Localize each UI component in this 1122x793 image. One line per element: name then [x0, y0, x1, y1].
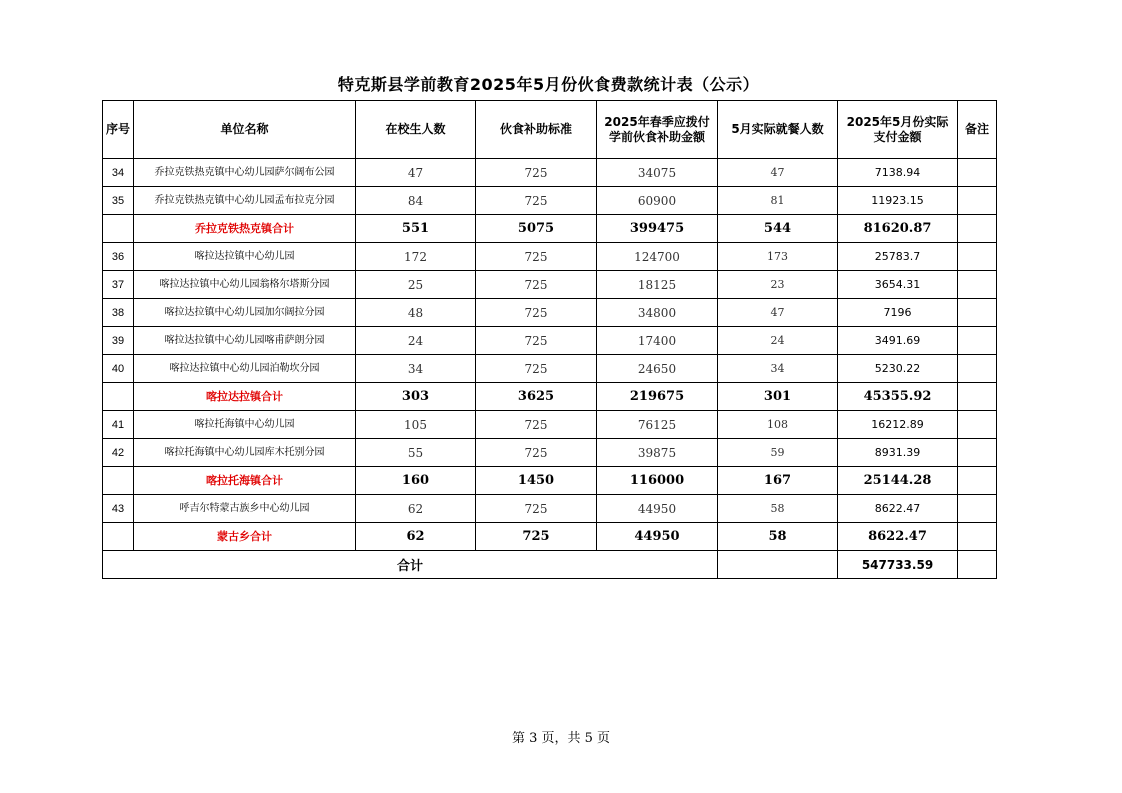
cell-actual-diners: 167	[718, 467, 838, 495]
cell-remark	[958, 411, 997, 439]
cell-unit	[134, 215, 356, 243]
subtotal-row	[103, 383, 997, 411]
cell-standard: 725	[476, 411, 597, 439]
header-unit: 单位名称	[134, 101, 356, 159]
unit-name-text: 乔拉克铁热克镇中心幼儿园孟布拉克分园	[154, 194, 335, 206]
cell-unit	[134, 467, 356, 495]
cell-enrolled: 55	[356, 439, 476, 467]
cell-enrolled: 105	[356, 411, 476, 439]
cell-enrolled: 47	[356, 159, 476, 187]
total-row	[103, 551, 997, 579]
cell-standard: 5075	[476, 215, 597, 243]
cell-enrolled: 25	[356, 271, 476, 299]
cell-remark	[958, 383, 997, 411]
table-row	[103, 439, 997, 467]
cell-no: 43	[103, 495, 134, 523]
cell-remark	[958, 243, 997, 271]
table-row	[103, 327, 997, 355]
cell-spring-amount: 116000	[597, 467, 718, 495]
cell-may-paid: 25144.28	[838, 467, 958, 495]
table-row	[103, 411, 997, 439]
table-row	[103, 243, 997, 271]
cell-remark	[958, 159, 997, 187]
cell-actual-diners: 544	[718, 215, 838, 243]
cell-actual-diners: 58	[718, 495, 838, 523]
cell-may-paid: 25783.7	[838, 243, 958, 271]
page-footer: 第 3 页，共 5 页	[511, 731, 611, 746]
cell-spring-amount: 18125	[597, 271, 718, 299]
header-may-paid: 2025年5月份实际支付金额	[838, 101, 958, 159]
cell-spring-amount: 124700	[597, 243, 718, 271]
cell-may-paid: 3491.69	[838, 327, 958, 355]
cell-enrolled: 160	[356, 467, 476, 495]
total-label: 合计	[103, 551, 718, 579]
cell-standard: 725	[476, 523, 597, 551]
cell-unit	[134, 495, 356, 523]
cell-enrolled: 24	[356, 327, 476, 355]
cell-may-paid: 8931.39	[838, 439, 958, 467]
cell-actual-diners: 47	[718, 299, 838, 327]
unit-name-text: 喀拉达拉镇中心幼儿园翁格尔塔斯分园	[159, 278, 330, 290]
cell-actual-diners: 47	[718, 159, 838, 187]
table-row	[103, 355, 997, 383]
cell-may-paid: 5230.22	[838, 355, 958, 383]
cell-actual-diners: 59	[718, 439, 838, 467]
cell-no	[103, 383, 134, 411]
cell-enrolled: 551	[356, 215, 476, 243]
cell-enrolled: 84	[356, 187, 476, 215]
header-no: 序号	[103, 101, 134, 159]
cell-unit	[134, 327, 356, 355]
cell-unit	[134, 271, 356, 299]
cell-no: 36	[103, 243, 134, 271]
cell-remark	[958, 215, 997, 243]
cell-spring-amount: 44950	[597, 523, 718, 551]
cell-no: 42	[103, 439, 134, 467]
unit-name-text: 乔拉克铁热克镇合计	[195, 221, 294, 235]
cell-spring-amount: 39875	[597, 439, 718, 467]
cell-remark	[958, 523, 997, 551]
cell-spring-amount: 60900	[597, 187, 718, 215]
cell-may-paid: 81620.87	[838, 215, 958, 243]
cell-may-paid: 45355.92	[838, 383, 958, 411]
header-row	[103, 101, 997, 159]
cell-enrolled: 62	[356, 523, 476, 551]
cell-standard: 725	[476, 271, 597, 299]
cell-remark	[958, 271, 997, 299]
unit-name-text: 乔拉克铁热克镇中心幼儿园萨尔阔布公园	[154, 166, 335, 178]
cell-actual-diners: 23	[718, 271, 838, 299]
cell-actual-diners: 81	[718, 187, 838, 215]
cell-no: 35	[103, 187, 134, 215]
cell-unit	[134, 523, 356, 551]
header-actual-diners: 5月实际就餐人数	[718, 101, 838, 159]
total-may-paid: 547733.59	[838, 551, 958, 579]
table-body	[103, 159, 997, 551]
cell-actual-diners: 301	[718, 383, 838, 411]
cell-remark	[958, 299, 997, 327]
cell-no: 39	[103, 327, 134, 355]
table-row	[103, 187, 997, 215]
cell-standard: 725	[476, 299, 597, 327]
cell-spring-amount: 34075	[597, 159, 718, 187]
cell-may-paid: 7196	[838, 299, 958, 327]
subtotal-row	[103, 523, 997, 551]
cell-may-paid: 8622.47	[838, 523, 958, 551]
cell-remark	[958, 495, 997, 523]
cell-spring-amount: 17400	[597, 327, 718, 355]
cell-may-paid: 3654.31	[838, 271, 958, 299]
cell-no: 41	[103, 411, 134, 439]
cell-may-paid: 7138.94	[838, 159, 958, 187]
cell-standard: 725	[476, 355, 597, 383]
cell-unit	[134, 439, 356, 467]
table-row	[103, 159, 997, 187]
cell-no: 34	[103, 159, 134, 187]
subtotal-row	[103, 467, 997, 495]
header-remark: 备注	[958, 101, 997, 159]
cell-enrolled: 62	[356, 495, 476, 523]
unit-name-text: 喀拉托海镇中心幼儿园	[194, 418, 295, 430]
total-actual-diners	[718, 551, 838, 579]
cell-spring-amount: 24650	[597, 355, 718, 383]
cell-may-paid: 11923.15	[838, 187, 958, 215]
cell-standard: 725	[476, 327, 597, 355]
cell-no	[103, 467, 134, 495]
table-row	[103, 495, 997, 523]
cell-enrolled: 48	[356, 299, 476, 327]
cell-spring-amount: 76125	[597, 411, 718, 439]
cell-standard: 3625	[476, 383, 597, 411]
table-row	[103, 271, 997, 299]
cell-unit	[134, 187, 356, 215]
cell-remark	[958, 355, 997, 383]
subtotal-row	[103, 215, 997, 243]
cell-no: 38	[103, 299, 134, 327]
header-spring-amount: 2025年春季应拨付学前伙食补助金额	[597, 101, 718, 159]
cell-spring-amount: 34800	[597, 299, 718, 327]
cell-standard: 1450	[476, 467, 597, 495]
cell-unit	[134, 159, 356, 187]
cell-no: 37	[103, 271, 134, 299]
cell-standard: 725	[476, 439, 597, 467]
cell-standard: 725	[476, 187, 597, 215]
cell-unit	[134, 383, 356, 411]
unit-name-text: 蒙古乡合计	[217, 529, 272, 543]
cell-actual-diners: 24	[718, 327, 838, 355]
unit-name-text: 喀拉达拉镇合计	[206, 389, 283, 403]
unit-name-text: 喀拉达拉镇中心幼儿园喀甫萨朗分园	[164, 334, 325, 346]
cell-spring-amount: 399475	[597, 215, 718, 243]
cell-actual-diners: 173	[718, 243, 838, 271]
cell-may-paid: 8622.47	[838, 495, 958, 523]
cell-no: 40	[103, 355, 134, 383]
unit-name-text: 喀拉达拉镇中心幼儿园加尔阔拉分园	[164, 306, 325, 318]
cell-enrolled: 172	[356, 243, 476, 271]
unit-name-text: 喀拉托海镇合计	[206, 473, 283, 487]
page-title: 特克斯县学前教育2025年5月份伙食费款统计表（公示）	[337, 75, 760, 94]
cell-standard: 725	[476, 243, 597, 271]
header-enrolled: 在校生人数	[356, 101, 476, 159]
cell-remark	[958, 439, 997, 467]
cell-remark	[958, 327, 997, 355]
cell-spring-amount: 219675	[597, 383, 718, 411]
cell-enrolled: 303	[356, 383, 476, 411]
header-standard: 伙食补助标准	[476, 101, 597, 159]
unit-name-text: 喀拉达拉镇中心幼儿园	[194, 250, 295, 262]
unit-name-text: 喀拉托海镇中心幼儿园库木托别分园	[164, 446, 325, 458]
cell-may-paid: 16212.89	[838, 411, 958, 439]
unit-name-text: 喀拉达拉镇中心幼儿园泊勒坎分园	[169, 362, 320, 374]
cell-standard: 725	[476, 159, 597, 187]
cell-unit	[134, 411, 356, 439]
cell-no	[103, 215, 134, 243]
cell-actual-diners: 108	[718, 411, 838, 439]
cell-spring-amount: 44950	[597, 495, 718, 523]
cell-remark	[958, 187, 997, 215]
unit-name-text: 呼吉尔特蒙古族乡中心幼儿园	[179, 502, 310, 514]
cell-actual-diners: 34	[718, 355, 838, 383]
table-row	[103, 299, 997, 327]
fee-table	[102, 100, 997, 579]
cell-unit	[134, 243, 356, 271]
cell-unit	[134, 299, 356, 327]
total-remark	[958, 551, 997, 579]
cell-unit	[134, 355, 356, 383]
cell-standard: 725	[476, 495, 597, 523]
cell-actual-diners: 58	[718, 523, 838, 551]
cell-enrolled: 34	[356, 355, 476, 383]
cell-no	[103, 523, 134, 551]
cell-remark	[958, 467, 997, 495]
